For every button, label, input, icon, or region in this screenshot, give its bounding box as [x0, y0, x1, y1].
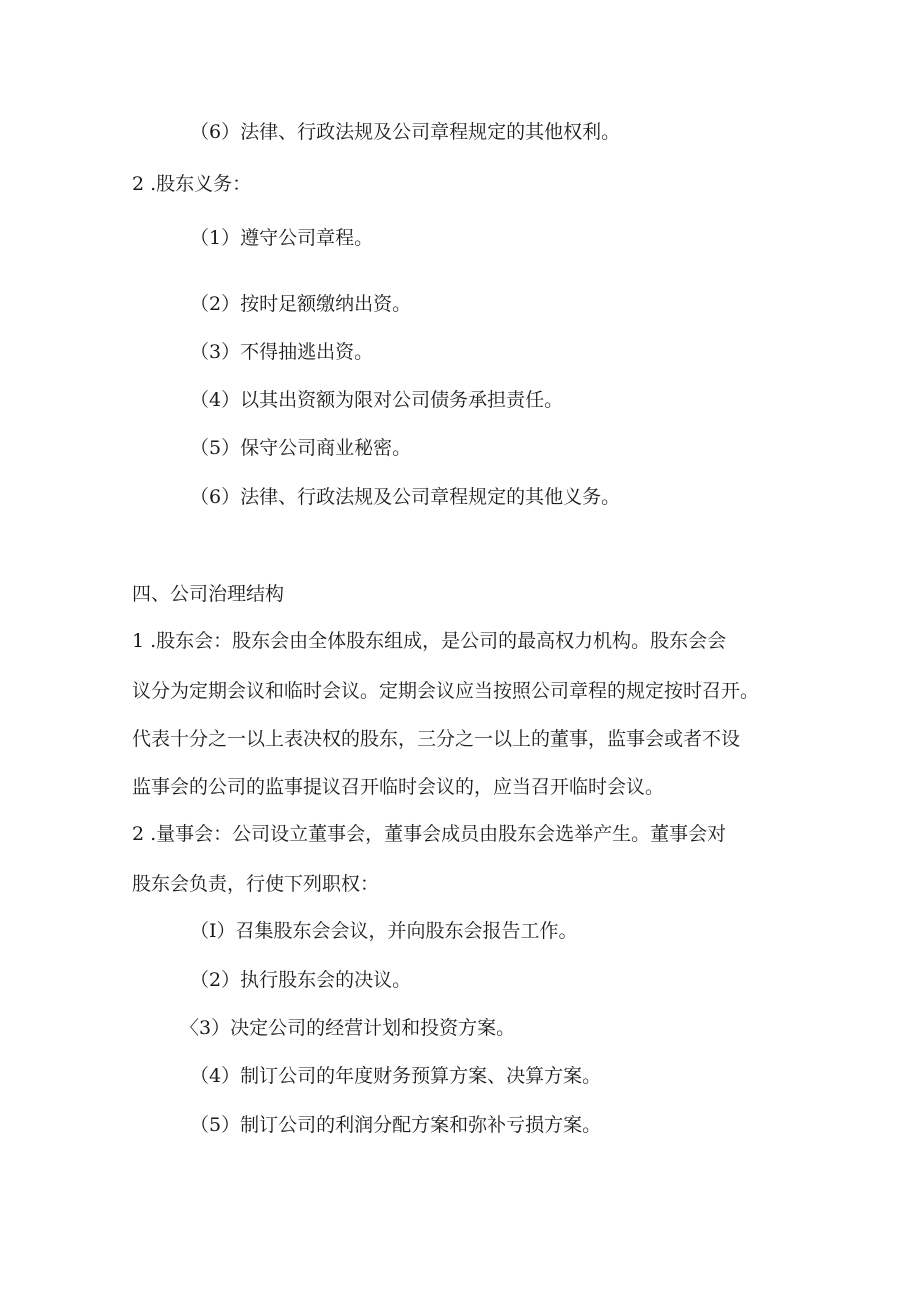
- board-power-item-3: 〈3）决定公司的经营计划和投资方案。: [180, 1017, 516, 1039]
- obligations-heading: 2 .股东义务：: [132, 173, 252, 195]
- rights-item-6: （6）法律、行政法规及公司章程规定的其他权利。: [190, 121, 621, 143]
- obligation-item-2: （2）按时足额缴纳出资。: [190, 293, 412, 315]
- board-line-2: 股东会负责，行使下列职权：: [132, 873, 380, 895]
- board-line-1: 2 .量事会：公司设立董事会，董事会成员由股东会选举产生。董事会对: [132, 823, 727, 845]
- shareholders-meeting-line-3: 代表十分之一以上表决权的股东，三分之一以上的董事，监事会或者不设: [132, 728, 741, 750]
- obligation-item-4: （4）以其出资额为限对公司债务承担责任。: [190, 389, 564, 411]
- section-4-title: 四、公司治理结构: [132, 583, 285, 605]
- board-power-item-5: （5）制订公司的利润分配方案和弥补亏损方案。: [190, 1114, 602, 1136]
- obligation-item-5: （5）保守公司商业秘密。: [190, 437, 412, 459]
- board-power-item-1: （I）召集股东会会议，并向股东会报告工作。: [190, 920, 578, 942]
- shareholders-meeting-line-4: 监事会的公司的监事提议召开临时会议的，应当召开临时会议。: [132, 776, 665, 798]
- obligation-item-6: （6）法律、行政法规及公司章程规定的其他义务。: [190, 486, 621, 508]
- board-power-item-4: （4）制订公司的年度财务预算方案、决算方案。: [190, 1065, 602, 1087]
- obligation-item-3: （3）不得抽逃出资。: [190, 341, 374, 363]
- shareholders-meeting-line-2: 议分为定期会议和临时会议。定期会议应当按照公司章程的规定按时召开。: [132, 680, 760, 702]
- obligation-item-1: （1）遵守公司章程。: [190, 227, 374, 249]
- shareholders-meeting-line-1: 1 .股东会：股东会由全体股东组成，是公司的最高权力机构。股东会会: [132, 630, 727, 652]
- board-power-item-2: （2）执行股东会的决议。: [190, 969, 412, 991]
